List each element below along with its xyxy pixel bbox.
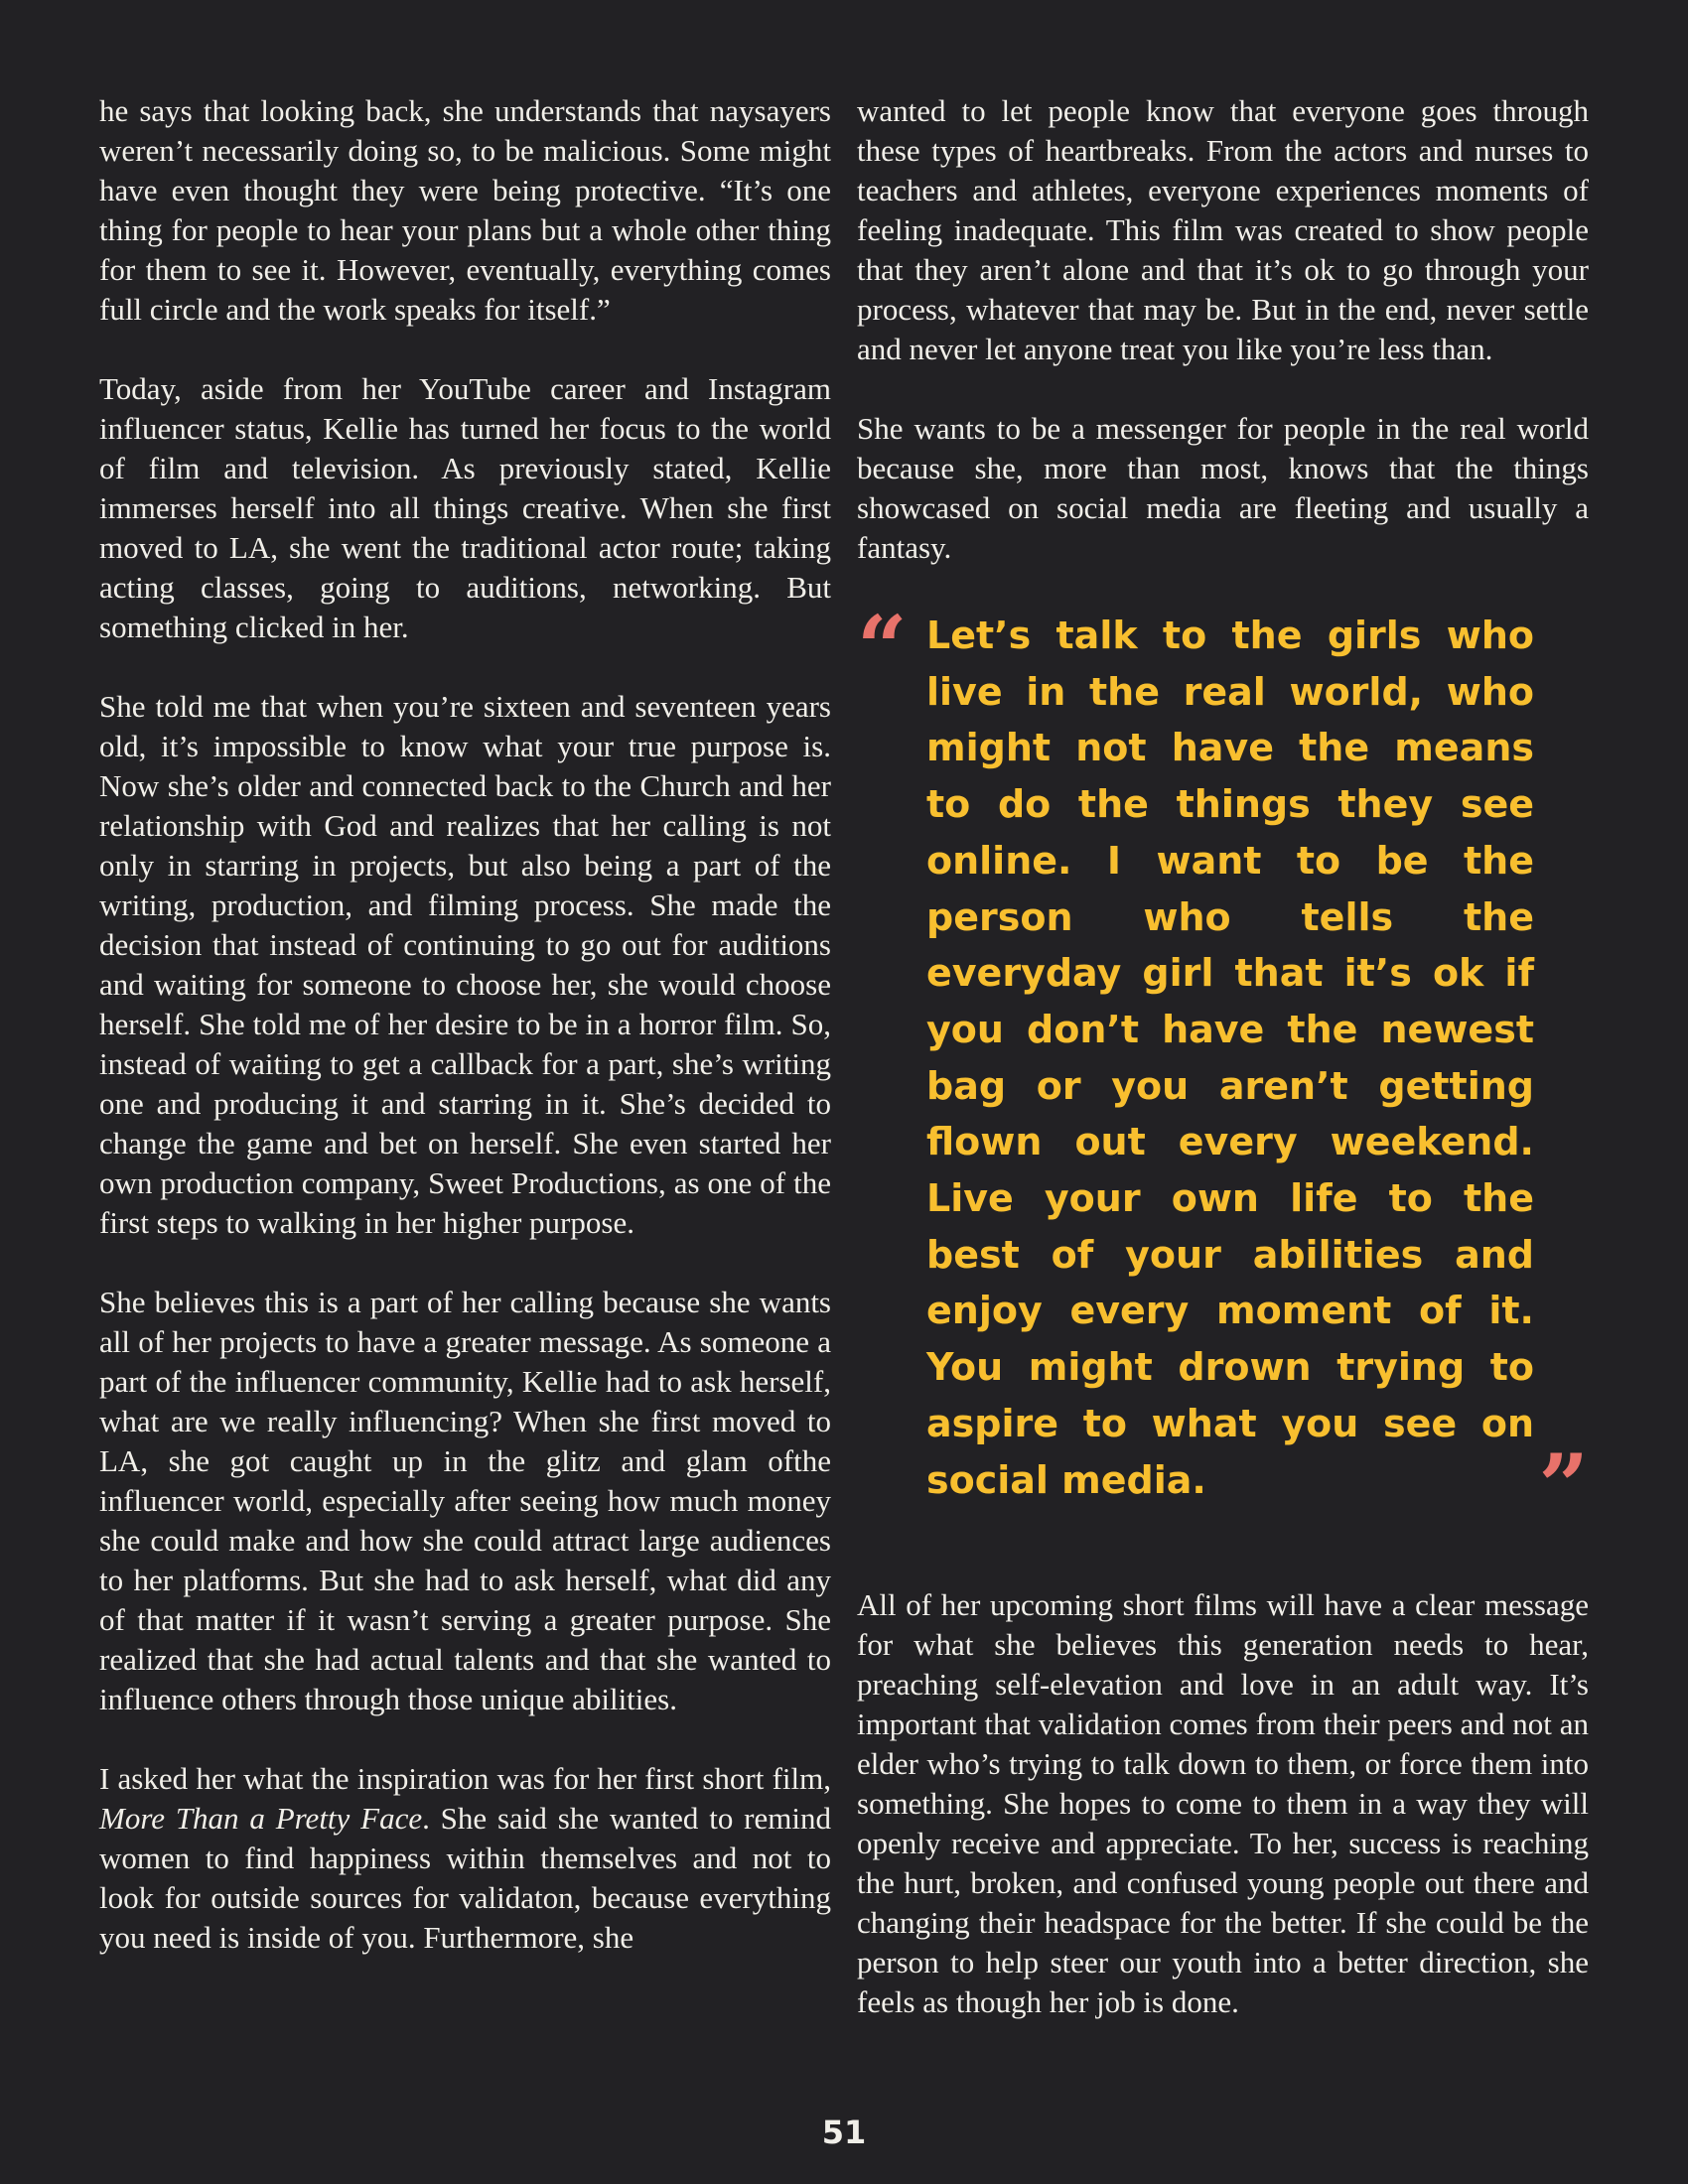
body-paragraph: he says that looking back, she understands that naysayers weren’t necessarily doing so, to be malicious. Some might have even thought they were being protective. “It’s one thing for people to hear your plans but a whole other thing for them to see it. However, eventually, everything comes full circle and the work speaks for itself.” [99,93,831,327]
body-paragraph: wanted to let people know that everyone goes through these types of heartbreaks. From the actors and nurses to teachers and athletes, everyone experiences moments of feeling inadequate. This film was created to show people that they aren’t alone and that it’s ok to go through your process, whatever that may be. But in the end, never settle and never let anyone treat you like you’re less than. [857,93,1589,366]
body-paragraph: She told me that when you’re sixteen and seventeen years old, it’s impossible to know what your true purpose is. Now she’s older and connected back to the Church and her relationship with God and realizes that her calling is not only in starring in projects, but also being a part of the writing, production, and filming process. She made the decision that instead of continuing to go out for auditions and waiting for someone to choose her, she would choose herself. She told me of her desire to be in a horror film. So, instead of waiting to get a callback for a part, she’s writing one and producing it and starring in it. She’s decided to change the game and bet on herself. She even started her own production company, Sweet Productions, as one of the first steps to walking in her higher purpose. [99,689,831,1240]
body-paragraph: She wants to be a messenger for people in the real world because she, more than most, knows that the things showcased on social media are fleeting and usually a fantasy. [857,411,1589,565]
close-quote-icon: ” [1538,1434,1589,1539]
open-quote-icon: “ [857,596,908,699]
right-column [857,91,1589,2022]
pull-quote-text: Let’s talk to the girls who live in the real world, who might not have the means to do the things they see online. I want to be the person who tells the everyday girl that it’s ok if you don’t have the newest bag or you aren’t getting flown out every weekend. Live your own life to the best of your abilities and enjoy every moment of it. You might drown trying to aspire to what you see on social media. [926,614,1534,1502]
body-paragraph: All of her upcoming short films will have a clear message for what she believes this generation needs to hear, preaching self-elevation and love in an adult way. It’s important that validation comes from their peers and not an elder who’s trying to talk down to them, or force them into something. She hopes to come to them in a way they will openly receive and appreciate. To her, success is reaching the hurt, broken, and confused young people out there and changing their headspace for the better. If she could be the person to help steer our youth into a better direction, she feels as though her job is done. [857,1587,1589,2020]
body-paragraph: Today, aside from her YouTube career and Instagram influencer status, Kellie has turned her focus to the world of film and television. As previously stated, Kellie immerses herself into all things creative. When she first moved to LA, she went the traditional actor route; taking acting classes, going to auditions, networking. But something clicked in her. [99,371,831,644]
left-column [99,91,831,1958]
pull-quote [857,596,1589,1539]
paragraph-text: I asked her what the inspiration was for her first short film, [99,1761,831,1796]
body-paragraph: She believes this is a part of her calling because she wants all of her projects to have a greater message. As someone a part of the influencer community, Kellie had to ask herself, what are we really influencing? When she first moved to LA, she got caught up in the glitz and glam ofthe influencer world, especially after seeing how much money she could make and how she could attract large audiences to her platforms. But she had to ask herself, what did any of that matter if it wasn’t serving a greater purpose. She realized that she had actual talents and that she wanted to influence others through those unique abilities. [99,1285,831,1716]
paragraph-text: . She said she wanted to remind women to find happiness within themselves and not to look for outside sources for validaton, because everything you need is inside of you. Furthermore, she [99,1801,831,1955]
body-paragraph [99,1759,831,1958]
page-number: 51 [821,2114,867,2151]
film-title: More Than a Pretty Face [99,1801,423,1836]
